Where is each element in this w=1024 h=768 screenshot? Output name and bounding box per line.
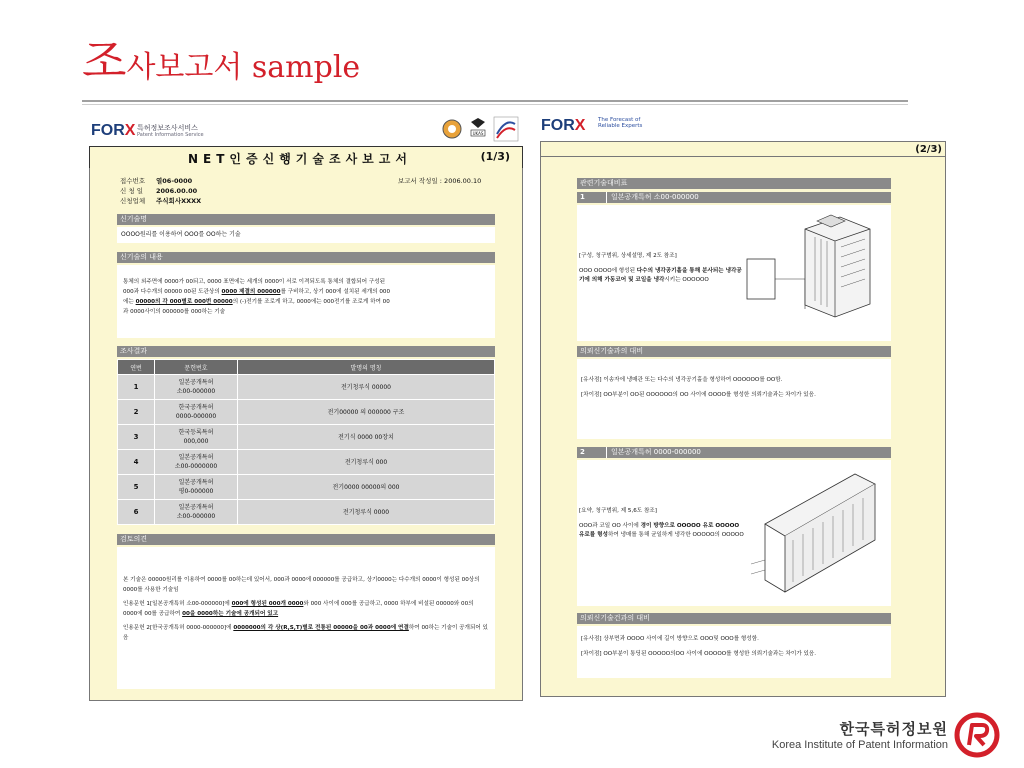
- row-doc: 일본공개특허 평0-000000: [155, 475, 238, 500]
- title-divider: [82, 100, 908, 102]
- row-title: 전기청루식 0000: [238, 500, 495, 525]
- svg-text:UKAS: UKAS: [472, 131, 484, 136]
- row-title: 전기청루식 000: [238, 450, 495, 475]
- item2-head: 2 일본공개특허 0000-000000: [577, 447, 891, 458]
- row-no: 2: [118, 400, 155, 425]
- review-paragraph-1: 본 기술은 00000원리를 이용하여 0000를 00하는데 있어서, 000과 0000에 000000를 공급하고, 상기0000는 다수개의 0000이 형성된 00상의 0000를 사용한 기술임: [123, 577, 480, 593]
- kipi-name-ko: 한국특허정보원: [839, 720, 948, 738]
- kipi-logo-icon: [954, 712, 1000, 758]
- row-title: 전기식 0000 00장치: [238, 425, 495, 450]
- forx-tagline: The Forecast of Reliable Experts: [598, 117, 643, 129]
- kipi-name-en: Korea Institute of Patent Information: [771, 739, 948, 751]
- left-page-header: [89, 116, 521, 146]
- section-head-compare-2: 의뢰신기술건과의 대비: [577, 613, 891, 624]
- doc-meta: [120, 176, 201, 206]
- item1-figure: [745, 209, 885, 337]
- report-date: 보고서 작성일 : 2006.00.10: [398, 177, 482, 185]
- meta-row: 접수번호 열06-0000: [120, 177, 193, 185]
- row-doc: 일본공개특허 소00-000000: [155, 500, 238, 525]
- review-text: [117, 547, 495, 689]
- table-row: [118, 500, 495, 525]
- compare-1-similar: [유사점] 이송자에 냉매관 또는 다수의 냉각공기홀을 형성하여 OOOOOO를 OO함.: [581, 377, 783, 383]
- table-row: [118, 400, 495, 425]
- meta-row: 신 청 일 2006.00.00: [120, 187, 198, 195]
- item1-body: [577, 205, 891, 341]
- item2-ref: [요약, 청구범위, 제 5,6도 참조]: [579, 508, 657, 514]
- results-table: [117, 359, 495, 525]
- item1-ref: [구성, 청구범위, 상세설명, 제 2도 참조]: [579, 253, 677, 259]
- compare-1-diff: [차이점] OO부분이 OO된 OOOOOO의 OO 사이에 OOOO를 형성한 의뢰기술과는 차이가 있음.: [581, 392, 816, 398]
- row-no: 1: [118, 375, 155, 400]
- row-no: 3: [118, 425, 155, 450]
- col-header-no: 연번: [118, 360, 155, 375]
- right-page-rule: [541, 156, 945, 157]
- row-no: 4: [118, 450, 155, 475]
- row-doc: 일본공개특허 소00-000000: [155, 375, 238, 400]
- section-head-results: 조사결과: [117, 346, 495, 357]
- section-head-tech-content: 신기술의 내용: [117, 252, 495, 263]
- slide-title-rest: 사보고서 sample: [126, 50, 361, 85]
- item2-body: [577, 460, 891, 606]
- kipi-logo-text: [728, 718, 948, 751]
- table-row: [118, 450, 495, 475]
- left-page-body: [89, 168, 523, 701]
- compare-2-text: [577, 626, 891, 678]
- row-doc: 한국등록특허 000,000: [155, 425, 238, 450]
- cert-logo-innopolis: [441, 118, 463, 140]
- forx-logo: FORX: [91, 122, 136, 139]
- row-no: 6: [118, 500, 155, 525]
- doc-title-bar: [89, 146, 523, 170]
- forx-logo-sub: 특허정보조사서비스 Patent Information Service: [137, 124, 204, 138]
- title-divider-thin: [82, 104, 908, 105]
- row-title: 전기00000 의 000000 구조: [238, 400, 495, 425]
- meta-row: 신청업체 주식회사XXXX: [120, 197, 202, 205]
- row-title: 전기0000 00000의 000: [238, 475, 495, 500]
- row-doc: 일본공개특허 소00-0000000: [155, 450, 238, 475]
- tech-name-text: OOOO원리를 이용하여 OOO를 OO하는 기술: [117, 227, 495, 243]
- section-head-related: 관련기술대비표: [577, 178, 891, 189]
- table-row: [118, 425, 495, 450]
- compare-1-text: [577, 359, 891, 439]
- doc-page-number: (1/3): [480, 150, 510, 163]
- row-doc: 한국공개특허 0000-000000: [155, 400, 238, 425]
- tech-content-text: 통체의 외주면에 0000가 00되고, 0000 표면에는 세개의 0000이 서로 이격되도록 통체의 결합되어 구성된 000과 다수개의 00000 00된 도관상의 0000 제결의 000000를 구비하고, 상기 000에 설치된 세개의 000 에는 00000의 각 000별로 000번 00000의 (-)전기를 조로게 하고, 0000에는 000전기를 조로게 하여 00 과 0000사이의 000000를 000하는 기술: [117, 265, 495, 338]
- row-no: 5: [118, 475, 155, 500]
- section-head-review: 검토의견: [117, 534, 495, 545]
- item2-text: OOO과 코일 OO 사이에 경이 방향으로 OOOOO 유로 OOOOO유로를 형성하여 냉매를 통해 균일하게 냉각한 OOOOO의 OOOOO: [579, 523, 744, 538]
- results-table-header: [118, 360, 495, 375]
- doc-title: NET인증신행기술조사보고서: [188, 152, 412, 166]
- item1-text: OOO OOOO에 형성된 다수의 냉각공기홀을 통해 분사되는 냉각공기에 의해 가동코어 및 코일을 냉각시키는 OOOOOO: [579, 268, 742, 283]
- section-head-compare-1: 의뢰신기술과의 대비: [577, 346, 891, 357]
- right-page-body: [540, 141, 946, 697]
- item1-head: 1 일본공개특허 소00-000000: [577, 192, 891, 203]
- compare-2-similar: [유사점] 상부면과 OOOO 사이에 길이 방향으로 OOO및 OOO를 형성함.: [581, 636, 759, 642]
- col-header-doc: 문헌번호: [155, 360, 238, 375]
- compare-2-diff: [차이점] OO부분이 통딩된 OOOOO의OO 사이에 OOOOO를 형성한 의뢰기술과는 차이가 있음.: [581, 651, 817, 657]
- cert-logo-swirl: [493, 116, 519, 142]
- col-header-title: 발명의 명칭: [238, 360, 495, 375]
- table-row: [118, 375, 495, 400]
- item2-figure: [745, 464, 887, 602]
- slide-title-big: 조: [82, 34, 127, 88]
- review-paragraph-3: 인용문헌 2[한국공개특허 0000-000000]에 0000000의 각 상(R,S,T)별로 전통된 00000을 00과 0000에 연결하여 00하는 기술이 공개되어 있음: [123, 625, 488, 641]
- cert-logo-ukas: [467, 116, 489, 142]
- row-title: 전기청루식 00000: [238, 375, 495, 400]
- slide-title: [82, 34, 361, 88]
- right-page-number: (2/3): [915, 144, 942, 155]
- section-head-tech-name: 신기술명: [117, 214, 495, 225]
- table-row: [118, 475, 495, 500]
- forx-logo-right: FORX: [541, 117, 586, 134]
- review-paragraph-2: 인용문헌 1[일본공개특허 소00-000000]에 000에 형성된 000개 0000와 000 사이에 000를 공급하고, 0000 하부에 비설된 00000와 00의 0000에 00를 공급하여 00을 0000하는 기술에 공개되어 있고: [123, 601, 474, 617]
